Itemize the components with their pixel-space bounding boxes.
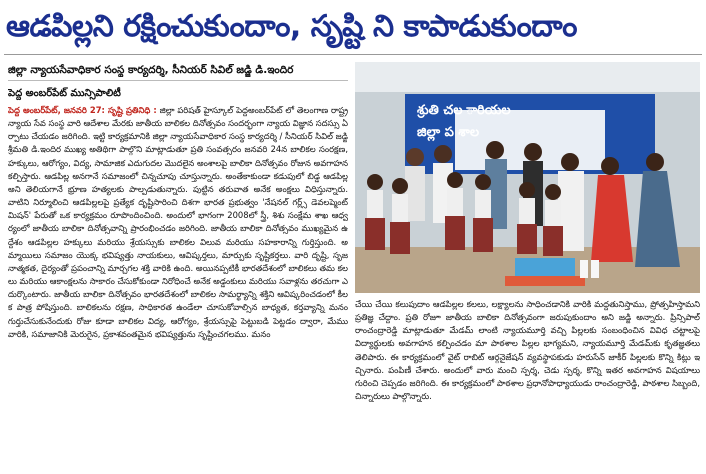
article-text-left: జిల్లా పరిషత్ హైస్కూల్ పెద్దఅంబర్‌పేట్ లో తెలంగాణ రాష్ట్ర న్యాయ సేవ సంస్థ వారి ఆదేశాల మేరకు జాతీయ బాలికల దినోత్సవం సందర్భంగా న్యాయ విజ్ఞాన సదస్సు ఏర్పాటు చేయడం జరిగింది. ఇట్టి కార్యక్రమానికి జిల్లా న్యాయసేవాధికార సంస్థ కార్యదర్శి / సీనియర్ సివిల్ జడ్జి శ్రీమతి డి.ఇందిర ముఖ్య అతిథిగా పాల్గొని మాట్లాడుతూ ప్రతి సంవత్సరం జనవరి 24న బాలికల సంరక్షణ, హక్కులు, ఆరోగ్యం, విద్య, సామాజిక ఎదుగుదల మొదలైన అంశాలపై బాలికా దినోత్సవం రోజున అవగాహన కల్పిస్తారు. ఆడపిల్ల అనగానే సమాజంలో చిన్నచూపు చూస్తున్నారు. అంతేకాకుండా కడుపులో బిడ్డ ఆడపిల్ల అని తెలియగానే భ్రూణ హత్యలకు పాల్పడుతున్నారు. పుట్టిన తరువాత అనేక అంక్షలు విధిస్తున్నారు. వాటిని నిర్మూలించి ఆడపిల్లలపై ప్రత్యేక దృష్టిసారించి దిశగా భారత ప్రభుత్వం 'నేషనల్ గర్ల్స్ డెవలప్మెంట్ మిషన్' పేరుతో ఒక కార్యక్రమం రూపొందించింది. అందులో భాగంగా 2008లో స్త్రీ, శిశు సంక్షేమ శాఖ ఆధ్వర్యంలో జాతీయ బాలికా దినోత్సవాన్ని ప్రారంభించడం జరిగింది. జాతీయ బాలికా దినోత్సవం ముఖ్యమైన ఉద్దేశం ఆడపిల్లల హక్కులు మరియు శ్రేయస్సుకు బాలికల విలువ మరియు సహకారాన్ని గుర్తిస్తుంది. అమ్మాయిలు సమాజం యొక్క భవిష్యత్తు నాయకులు, ఆవిష్కర్తలు, మార్పుకు సృష్టికర్తలు. వారి దృష్టి, సృజనాత్మకత, దైర్యంతో ప్రపంచాన్ని మార్చగల శక్తి వారికి ఉంది. అయినప్పటికీ భారతదేశంలో బాలికలు తమ కలలు మరియు ఆకాంక్షలను సాకారం చేసుకోకుండా నిరోధించే అనేక అడ్డంకులు మరియు సవాళ్లను తరచుగా ఎదుర్కొంటారు. జాతీయ బాలికా దినోత్సవం భారతదేశంలో బాలికల సామర్థ్యాన్ని శక్తిని ఆవిష్కరించడంలో కీలక పాత్ర పోషిస్తుంది. బాలికలను రక్షణ, సాధికారత ఉండేలా చూసుకోవాల్సిన బాధ్యత, కర్తవ్యాన్ని మనం గుర్తుచేసుకునేందుకు రోజు కూడా బాలికల విద్య, ఆరోగ్యం, శ్రేయస్సుపై పెట్టుబడి పెట్టడం ద్వారా, మేము వారికి, సమాజానికి మెరుగైన, ప్రకాశవంతమైన భవిష్యత్తును సృష్టించగలము. మనం bbox=[8, 105, 348, 339]
article-left-column bbox=[8, 104, 348, 470]
banner-text-line2: జిల్లా ప శాల bbox=[417, 125, 480, 140]
headline: ఆడపిల్లని రక్షించుకుందాం, సృష్టి ని కాపాడుకుందాం bbox=[6, 9, 577, 44]
article-body-left bbox=[8, 104, 348, 341]
article-right-column bbox=[355, 298, 700, 470]
dateline: పెద్ద అంబర్‌పేట్, జనవరి 27: సృష్టి ప్రతినిధి : bbox=[8, 105, 157, 115]
subheadline-divider bbox=[8, 80, 348, 81]
place-line: పెద్ద అంబర్‌పేట్ మున్సిపాలిటీ bbox=[8, 88, 121, 99]
headline-divider bbox=[4, 54, 702, 55]
article-body-right: చేయి చేయి కలుపుదాం ఆడపిల్లల కలలు, లక్ష్యాలను సాధించడానికి వారికి మద్దతునిస్తాము, ప్రోత్సహిస్తామని ప్రతిజ్ఞ చేద్దాం. ప్రతి రోజూ జాతీయ బాలికా దినోత్సవంగా జరుపుకుందాం అని జడ్జి అన్నారు. ప్రిన్సిపాల్ రాంచంద్రారెడ్డి మాట్లాడుతూ మేడమ్ లాంటి న్యాయమూర్తి వచ్చి పిల్లలకు సంబంధించిన వివిధ చట్టాలపై విద్యార్థులకు అవగాహన కల్పించడం మా పాఠశాల పిల్లల భాగ్యమని, న్యాయమూర్తి మేడమ్‌కు కృతజ్ఞతలు తెలిపారు. ఈ కార్యక్రమంలో వైట్ రాబిట్ ఆర్గనైజేషన్ వ్యవస్థాపకుడు హరుసేన్ జాకీర్ పిల్లలకు కొన్ని కిట్లు ఇచ్చినారు. పంపిణీ చేశారు. అందులో వారు మంచి స్పర్శ, చెడు స్పర్శ, కొన్ని ఇతర అవగాహన విషయాలు గురించి చెప్పడం జరిగింది. ఈ కార్యక్రమంలో పాఠశాల ప్రధానోపాధ్యాయుడు రాంచంద్రారెడ్డి, పాఠశాల సిబ్బంది, చిన్నారులు పాల్గొన్నారు. bbox=[355, 299, 700, 402]
news-photo bbox=[355, 62, 700, 293]
photo-scene bbox=[355, 62, 700, 293]
subheadline: జిల్లా న్యాయసేవాధికార సంస్థ కార్యదర్శి, సీనియర్ సివిల్ జడ్జి డి.ఇందిర bbox=[8, 64, 294, 76]
banner-text-line1: శ్రుతి చల ారియల bbox=[417, 103, 511, 118]
